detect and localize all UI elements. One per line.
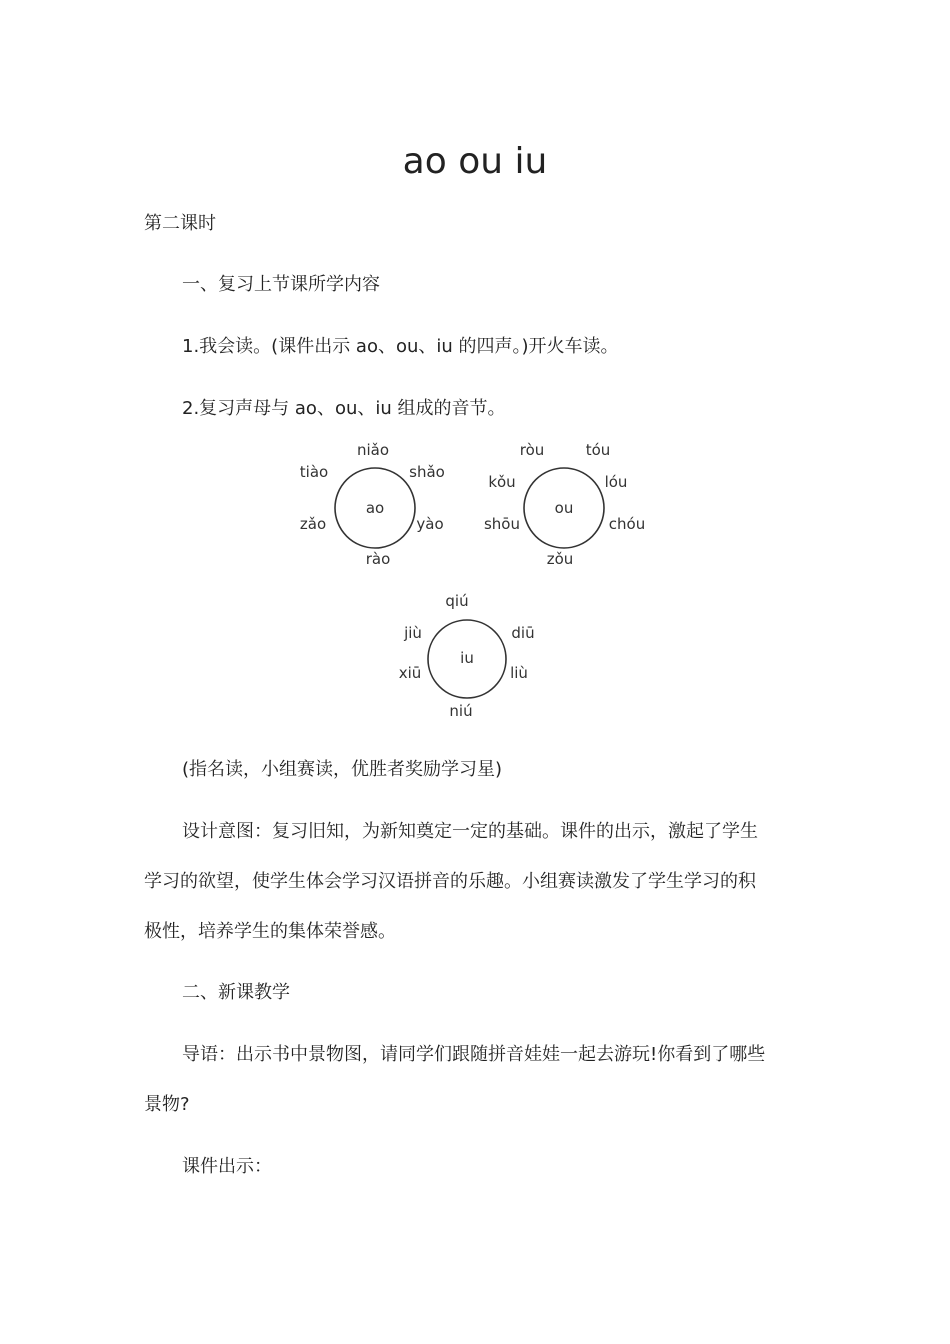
wheel-ao-syllable: zǎo: [299, 515, 327, 533]
wheel-iu-syllable: jiù: [404, 624, 422, 642]
wheel-ou-syllable: chóu: [608, 515, 646, 533]
design-intent-line: 设计意图：复习旧知，为新知奠定一定的基础。课件的出示，激起了学生: [182, 821, 758, 842]
wheel-ao-syllable: rào: [365, 550, 391, 568]
wheel-ao-center: ao: [365, 499, 385, 517]
syllable-wheels-diagram: [280, 430, 670, 730]
wheel-ao-syllable: yào: [416, 515, 444, 533]
lesson-label: 第二课时: [144, 213, 216, 234]
courseware-label: 课件出示：: [182, 1156, 272, 1177]
wheel-iu-syllable: niú: [449, 702, 473, 720]
wheel-ou-syllable: ròu: [519, 441, 545, 459]
wheel-ao-syllable: shǎo: [409, 463, 445, 481]
wheel-ou-syllable: tóu: [585, 441, 611, 459]
intro-line: 导语：出示书中景物图，请同学们跟随拼音娃娃一起去游玩!你看到了哪些: [182, 1044, 766, 1065]
wheel-ao-syllable: tiào: [299, 463, 329, 481]
wheel-ao-syllable: niǎo: [356, 441, 390, 459]
wheel-iu-center: iu: [460, 649, 474, 667]
wheel-ou-center: ou: [554, 499, 574, 517]
wheel-iu-syllable: liù: [510, 664, 528, 682]
item-review-syllables: 2.复习声母与 ao、ou、iu 组成的音节。: [182, 398, 506, 419]
intro-line: 景物?: [144, 1094, 190, 1115]
design-intent-line: 学习的欲望，使学生体会学习汉语拼音的乐趣。小组赛读激发了学生学习的积: [144, 871, 756, 892]
wheel-iu-syllable: qiú: [445, 592, 469, 610]
wheel-ou: [484, 441, 645, 568]
wheel-ou-syllable: lóu: [604, 473, 628, 491]
wheel-ou-syllable: kǒu: [488, 473, 516, 491]
wheel-iu-syllable: xiū: [398, 664, 422, 682]
wheel-ao: [300, 441, 445, 568]
reading-note: (指名读，小组赛读，优胜者奖励学习星): [182, 759, 503, 780]
wheel-iu: [399, 592, 535, 720]
section-heading-review: 一、复习上节课所学内容: [182, 274, 380, 295]
design-intent-line: 极性，培养学生的集体荣誉感。: [144, 921, 396, 942]
wheel-iu-syllable: diū: [511, 624, 535, 642]
wheel-ou-syllable: zǒu: [546, 550, 574, 568]
page-title: ao ou iu: [402, 141, 548, 182]
item-read: 1.我会读。(课件出示 ao、ou、iu 的四声。)开火车读。: [182, 336, 619, 357]
wheel-ou-syllable: shōu: [483, 515, 521, 533]
section-heading-new-lesson: 二、新课教学: [182, 982, 290, 1003]
